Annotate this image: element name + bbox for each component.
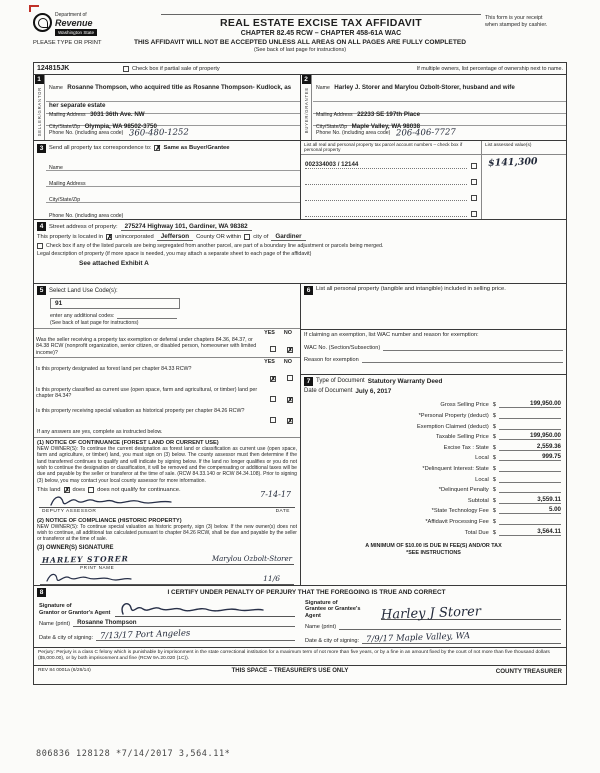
grantee-date-city-field[interactable] <box>362 630 561 645</box>
fin-row-delinq-interest-local <box>301 472 566 483</box>
name-print-label: Name (print) <box>39 620 71 627</box>
personal-property-checkbox[interactable] <box>471 163 477 169</box>
parcel-row <box>301 187 566 203</box>
exemption-label: If claiming an exemption, list WAC number and reason for exemption: <box>304 332 479 338</box>
fin-value: 199,950.00 <box>499 400 561 408</box>
type-of-document-value: Statutory Warranty Deed <box>367 377 443 385</box>
fin-row-tech-fee <box>301 504 566 515</box>
fin-label: *Delinquent Interest: State <box>422 466 489 472</box>
buyer-phone-label: Phone No. (including area code) <box>316 130 391 136</box>
no-header: NO <box>283 330 292 336</box>
fin-label: Gross Selling Price <box>440 402 489 409</box>
buyer-side-label: BUYER/GRANTEE <box>303 87 309 134</box>
seller-phone-value: 360-480-1252 <box>129 127 190 139</box>
additional-codes-label: enter any additional codes: <box>50 313 115 319</box>
fin-value[interactable] <box>499 475 561 483</box>
correspondence-section <box>34 141 300 219</box>
current-use-yes-checkbox[interactable] <box>270 396 276 402</box>
owner-signature-1: HARLEY STORER <box>41 553 129 565</box>
corr-name-field[interactable] <box>46 155 300 171</box>
date-of-document-value: July 6, 2017 <box>355 387 392 395</box>
fin-row-processing-fee <box>301 514 566 525</box>
receipt-note-line1: This form is your receipt <box>485 15 543 21</box>
fin-value: 2,559.36 <box>499 443 561 451</box>
fin-label: Subtotal <box>467 497 489 504</box>
same-as-buyer-checkbox[interactable]: ✗ <box>155 145 161 152</box>
parcel-number-value[interactable] <box>305 193 467 201</box>
section-number-8: 8 <box>37 588 46 597</box>
current-use-question: Is this property classified as current use (open space, farm and agricultural, or timber) land per chapter 84.34? <box>36 387 258 400</box>
buyer-address-label: Mailing Address <box>316 112 353 118</box>
dollar-sign: $ <box>492 508 496 515</box>
this-land-label: This land <box>37 486 61 493</box>
county-or-label: County OR within <box>196 234 242 240</box>
grantee-signature-field[interactable] <box>380 603 561 623</box>
revenue-logo-icon <box>33 13 52 32</box>
seller-csz-value: Olympia, WA 98502-3750 <box>84 123 157 130</box>
financial-column <box>300 284 566 585</box>
see-back-note: (See back of last page for instructions) <box>50 320 139 326</box>
fin-label: Total Due <box>464 529 489 536</box>
dollar-sign: $ <box>492 466 496 472</box>
dollar-sign: $ <box>492 497 496 504</box>
partial-sale-checkbox[interactable] <box>123 66 129 72</box>
does-qualify-checkbox[interactable]: ✗ <box>64 486 70 494</box>
seller-csz-label: City/State/Zip <box>49 124 81 130</box>
fin-value: 999.75 <box>499 453 561 461</box>
additional-codes-field[interactable] <box>117 311 177 319</box>
personal-property-checkbox[interactable] <box>471 211 477 217</box>
parcel-row <box>301 155 566 171</box>
section-number-7: 7 <box>304 377 313 386</box>
logo-revenue-label: Revenue <box>55 17 93 28</box>
county-value: Jefferson <box>157 233 193 241</box>
personal-property-field[interactable] <box>301 297 566 330</box>
send-correspondence-label: Send all property tax correspondence to: <box>49 145 152 151</box>
perjury-text: Perjury: Perjury is a class C felony which is punishable by imprisonment in the state correctional institution for a maximum term of not more than five years, or by a fine in an amount fixed by the court of not more than five thousand dollars ($5,000.00), or by both imprisonment and fine (RCW 9A.20.020 (1C)). <box>34 648 566 666</box>
assessed-value: $141,300 <box>487 155 538 169</box>
notice-compliance-text: NEW OWNER(S): To continue special valuation as historic property, sign (3) below. If the new owner(s) does not wish to continue, all additional tax calculated pursuant to chapter 84.26 RCW, shall be due and payable by the seller or transferor at the time of sale. <box>37 523 297 543</box>
date-label: DATE <box>275 508 290 514</box>
unincorporated-checkbox[interactable]: ✗ <box>107 234 113 241</box>
page-title: REAL ESTATE EXCISE TAX AFFIDAVIT <box>220 17 422 29</box>
deputy-assessor-signature <box>47 493 177 509</box>
owner-signature-line-1[interactable] <box>40 551 294 565</box>
fin-row-taxable <box>301 430 566 441</box>
date-city-label: Date & city of signing: <box>39 634 94 641</box>
section-number-4: 4 <box>37 222 46 231</box>
fin-row-subtotal <box>301 493 566 504</box>
yes-header: YES <box>264 359 275 366</box>
dollar-sign: $ <box>492 529 496 536</box>
fin-value[interactable] <box>499 517 561 525</box>
multiple-owners-note: If multiple owners, list percentage of ownership next to name. <box>416 65 563 72</box>
grantor-name-value: Rosanne Thompson <box>73 619 295 627</box>
unincorporated-label: unincorporated <box>115 234 154 240</box>
buyer-address-value: 22233 SE 197th Place <box>357 111 421 118</box>
fin-value[interactable] <box>499 464 561 472</box>
fin-label: Local <box>475 455 489 462</box>
owners-signature-title: (3) OWNER(S) SIGNATURE <box>37 544 114 551</box>
warning-label: THIS AFFIDAVIT WILL NOT BE ACCEPTED UNLESS ALL AREAS ON ALL PAGES ARE FULLY COMPLETED <box>133 39 467 46</box>
buyer-section <box>300 75 566 140</box>
does-label: does <box>72 486 86 493</box>
buyer-csz-value: Maple Valley, WA 98038 <box>351 123 421 130</box>
buyer-phone-value: 206-406-7727 <box>396 127 457 139</box>
fin-label: Local <box>475 476 489 483</box>
print-name-label: PRINT NAME <box>80 564 115 570</box>
personal-property-checkbox[interactable] <box>471 179 477 185</box>
segregated-checkbox[interactable] <box>37 243 43 249</box>
certify-statement: I CERTIFY UNDER PENALTY OF PERJURY THAT THE FOREGOING IS TRUE AND CORRECT <box>167 588 446 596</box>
deferral-yes-checkbox[interactable] <box>270 346 276 352</box>
grantor-signature <box>117 600 267 618</box>
personal-property-checkbox[interactable] <box>471 195 477 201</box>
land-use-code-value[interactable]: 91 <box>50 298 180 309</box>
fin-label: Taxable Selling Price <box>435 434 489 441</box>
receipt-note-line2: when stamped by cashier. <box>485 22 548 29</box>
revenue-logo <box>33 13 161 36</box>
fin-value[interactable] <box>499 422 561 430</box>
fin-value[interactable] <box>499 485 561 493</box>
grantee-signature-label-1: Signature of <box>305 599 338 606</box>
reason-field[interactable] <box>362 355 563 363</box>
notice-continuance-title: (1) NOTICE OF CONTINUANCE (FOREST LAND OR CURRENT USE) <box>37 440 219 447</box>
receipt-stamp: 806836 128128 *7/14/2017 3,564.11* <box>36 749 231 759</box>
form-body <box>33 62 567 685</box>
corr-address-field[interactable] <box>46 171 300 187</box>
dollar-sign: $ <box>492 518 496 525</box>
wac-field[interactable] <box>383 343 563 351</box>
county-treasurer-label: COUNTY TREASURER <box>495 667 562 675</box>
owner-signature-line-2[interactable] <box>40 571 294 585</box>
rev-number: REV 84 0001a (6/26/14) <box>38 667 91 673</box>
corr-csz-label: City/State/Zip <box>49 197 81 203</box>
historic-no-checkbox[interactable]: ✗ <box>287 418 293 426</box>
land-use-label: Select Land Use Code(s): <box>49 287 118 294</box>
city-value: Gardiner <box>271 233 305 241</box>
fin-label: Excise Tax : State <box>443 444 489 451</box>
grantor-signature-label-1: Signature of <box>39 603 72 610</box>
corr-name-label: Name <box>49 165 63 171</box>
dollar-sign: $ <box>492 487 496 494</box>
type-of-document-label: Type of Document <box>316 378 365 385</box>
section-number-2: 2 <box>302 75 311 84</box>
buyer-name-label: Name <box>316 85 330 91</box>
corr-phone-label: Phone No. (including area code) <box>49 213 124 219</box>
dollar-sign: $ <box>492 402 496 409</box>
fin-value: 3,559.11 <box>499 496 561 504</box>
fin-row-exemption <box>301 419 566 430</box>
wac-label: WAC No. (Section/Subsection) <box>304 344 381 351</box>
fin-row-delinq-penalty <box>301 483 566 494</box>
corr-address-label: Mailing Address <box>49 181 86 187</box>
chapter-subtitle: CHAPTER 82.45 RCW – CHAPTER 458-61A WAC <box>240 30 402 37</box>
deputy-date-value: 7-14-17 <box>260 489 291 499</box>
fin-label: *State Technology Fee <box>431 508 489 515</box>
reason-label: Reason for exemption <box>304 356 359 363</box>
fin-row-personal <box>301 408 566 419</box>
form-header <box>33 13 567 37</box>
forest-no-checkbox[interactable] <box>287 375 293 381</box>
dollar-sign: $ <box>492 413 496 420</box>
fin-label: *Affidavit Processing Fee <box>425 518 489 525</box>
grantor-signature-label-2: Grantor or Grantor's Agent <box>39 610 111 616</box>
see-instructions-note: *SEE INSTRUCTIONS <box>406 549 461 556</box>
grantor-signature-block <box>34 599 300 647</box>
fin-row-excise-state <box>301 440 566 451</box>
dollar-sign: $ <box>492 423 496 430</box>
parcel-number-value: 002334003 / 12144 <box>305 161 467 169</box>
seller-address-value: 3031 36th Ave. NW <box>90 111 145 118</box>
grantor-date-city-field[interactable] <box>96 630 295 641</box>
dollar-sign: $ <box>492 434 496 441</box>
partial-sale-label: Check box if partial sale of property <box>132 65 220 72</box>
dollar-sign: $ <box>492 455 496 462</box>
owner-signature-date: 11/6 <box>263 573 280 583</box>
fin-row-delinq-interest-state <box>301 461 566 472</box>
forest-yes-checkbox[interactable]: ✗ <box>270 376 276 384</box>
parcel-row <box>301 171 566 187</box>
please-type-label: PLEASE TYPE OR PRINT <box>33 40 102 46</box>
minimum-fee-note: A MINIMUM OF $10.00 IS DUE IN FEE(S) AND/OR TAX <box>365 542 502 549</box>
fin-label: *Delinquent Penalty <box>438 487 489 494</box>
yes-header: YES <box>264 330 275 336</box>
seller-section <box>34 75 300 140</box>
current-use-no-checkbox[interactable]: ✗ <box>287 397 293 405</box>
fin-row-total-due <box>301 525 566 536</box>
if-yes-note: If any answers are yes, complete as instructed below. <box>37 429 163 436</box>
city-of-label: city of <box>253 234 269 240</box>
grantor-signature-field[interactable] <box>115 600 295 617</box>
historic-question: Is this property receiving special valuation as historical property per chapter 84.26 RCW? <box>36 408 245 415</box>
section-number-5: 5 <box>37 286 46 295</box>
parcels-section <box>300 141 566 219</box>
date-city-label: Date & city of signing: <box>305 637 360 644</box>
fin-value: 3,564.11 <box>499 528 561 536</box>
see-back-label: (See back of last page for instructions) <box>254 47 346 53</box>
legal-description-value: See attached Exhibit A <box>79 260 149 267</box>
deferral-question: Was the seller receiving a property tax exemption or deferral under chapters 84.36, 84.37, or 84.38 RCW (nonprofit organization, senior citizen, or disabled person, homeowner with limited income)? <box>36 337 257 356</box>
section-number-1: 1 <box>35 75 44 84</box>
corr-phone-field[interactable] <box>46 203 300 219</box>
seller-name-label: Name <box>49 85 63 91</box>
owner-signature-2: Marylou Ozbolt-Storer <box>211 554 292 563</box>
fin-row-excise-local <box>301 451 566 462</box>
seller-address-label: Mailing Address <box>49 112 86 118</box>
fin-value: 199,950.00 <box>499 432 561 440</box>
corner-mark <box>29 5 39 12</box>
land-use-column <box>34 284 300 585</box>
legal-description-label: Legal description of property (if more space is needed, you may attach a separate sheet to each page of the affidavit) <box>37 251 312 257</box>
historic-yes-checkbox[interactable] <box>270 417 276 423</box>
personal-property-label: List all personal property (tangible and intangible) included in selling price. <box>316 286 506 292</box>
parcel-number-value[interactable] <box>305 209 467 217</box>
seller-name-value: Rosanne Thompson, who acquired title as Rosanne Thompson- Kudlock, as her separate estate <box>49 84 292 109</box>
doc-number: 124815JK <box>37 65 70 72</box>
street-address-value: 275274 Highway 101, Gardiner, WA 98382 <box>121 223 252 231</box>
grantee-date-city-value: 7/9/17 Maple Valley, WA <box>365 630 471 645</box>
seller-side-label: SELLER/GRANTOR <box>36 87 42 137</box>
fin-value: 5.00 <box>499 506 561 514</box>
date-of-document-label: Date of Document <box>304 388 353 395</box>
fin-row-gross <box>301 398 566 409</box>
treasurer-space-label: THIS SPACE – TREASURER'S USE ONLY <box>231 667 349 674</box>
notice-compliance-title: (2) NOTICE OF COMPLIANCE (HISTORIC PROPERTY) <box>37 517 182 524</box>
owner-signature-3 <box>44 570 134 586</box>
same-as-buyer-label: Same as Buyer/Grantee <box>163 145 230 151</box>
section-number-3: 3 <box>37 144 46 153</box>
fin-label: *Personal Property (deduct) <box>418 413 489 420</box>
deputy-assessor-label: DEPUTY ASSESSOR <box>42 508 97 514</box>
seller-phone-label: Phone No. (including area code) <box>49 130 124 136</box>
notice-continuance-text: NEW OWNER(S): To continue the current designation as forest land or classification as current use (open space, farm and agriculture, or timber) land, you must sign on (3) below. The county assessor must then determine if the land transferred continues to qualify and will indicate by signing below. If the land no longer qualifies or you do not wish to continue the designation or classification, it will be removed and the compensating or additional taxes will be due and payable by the seller or transferor at the time of sale. (RCW 84.33.140 or RCW 84.34.108). Prior to signing (3) below, you may contact your local county assessor for more information. <box>37 446 297 484</box>
logo-dept-label: Department of <box>55 12 87 18</box>
segregated-label: Check box if any of the listed parcels are being segregated from another parcel, are part of a boundary line adjustment or parcels being merged. <box>46 243 384 249</box>
parcel-number-value[interactable] <box>305 177 467 185</box>
fin-label: Exemption Claimed (deduct) <box>417 423 489 430</box>
street-address-label: Street address of property: <box>49 223 118 230</box>
certification-section <box>34 586 566 599</box>
located-label: This property is located in <box>37 234 104 240</box>
section-number-6: 6 <box>304 286 313 295</box>
forest-question: Is this property designated as forest land per chapter 84.33 RCW? <box>36 366 192 373</box>
does-not-label: does not qualify for continuance. <box>97 486 181 493</box>
corr-csz-field[interactable] <box>46 187 300 203</box>
grantee-signature-value: Harley J Storer <box>380 604 482 623</box>
parcel-header-label: List all real and personal property tax parcel account numbers – check box if personal property <box>301 141 482 154</box>
grantee-signature-block <box>300 599 566 647</box>
receipt-note <box>481 13 567 29</box>
grantee-name-field[interactable] <box>339 622 561 630</box>
dollar-sign: $ <box>492 444 496 451</box>
name-print-label: Name (print) <box>305 623 337 630</box>
logo-state-label: Washington State <box>55 29 97 36</box>
buyer-csz-label: City/State/Zip <box>316 124 348 130</box>
city-checkbox[interactable] <box>244 234 250 240</box>
no-header: NO <box>283 359 292 366</box>
grantee-signature-label-2: Grantee or Grantee's Agent <box>305 606 361 620</box>
property-section <box>34 220 566 284</box>
fin-value[interactable] <box>499 411 561 419</box>
grantor-date-city-value: 7/13/17 Port Angeles <box>99 628 191 642</box>
assessed-header-label: List assessed value(s) <box>485 142 532 147</box>
parcel-row <box>301 203 566 219</box>
dollar-sign: $ <box>492 476 496 483</box>
deferral-no-checkbox[interactable]: ✗ <box>287 347 293 354</box>
buyer-name-value: Harley J. Storer and Marylou Ozbolt-Storer, husband and wife <box>334 84 515 91</box>
